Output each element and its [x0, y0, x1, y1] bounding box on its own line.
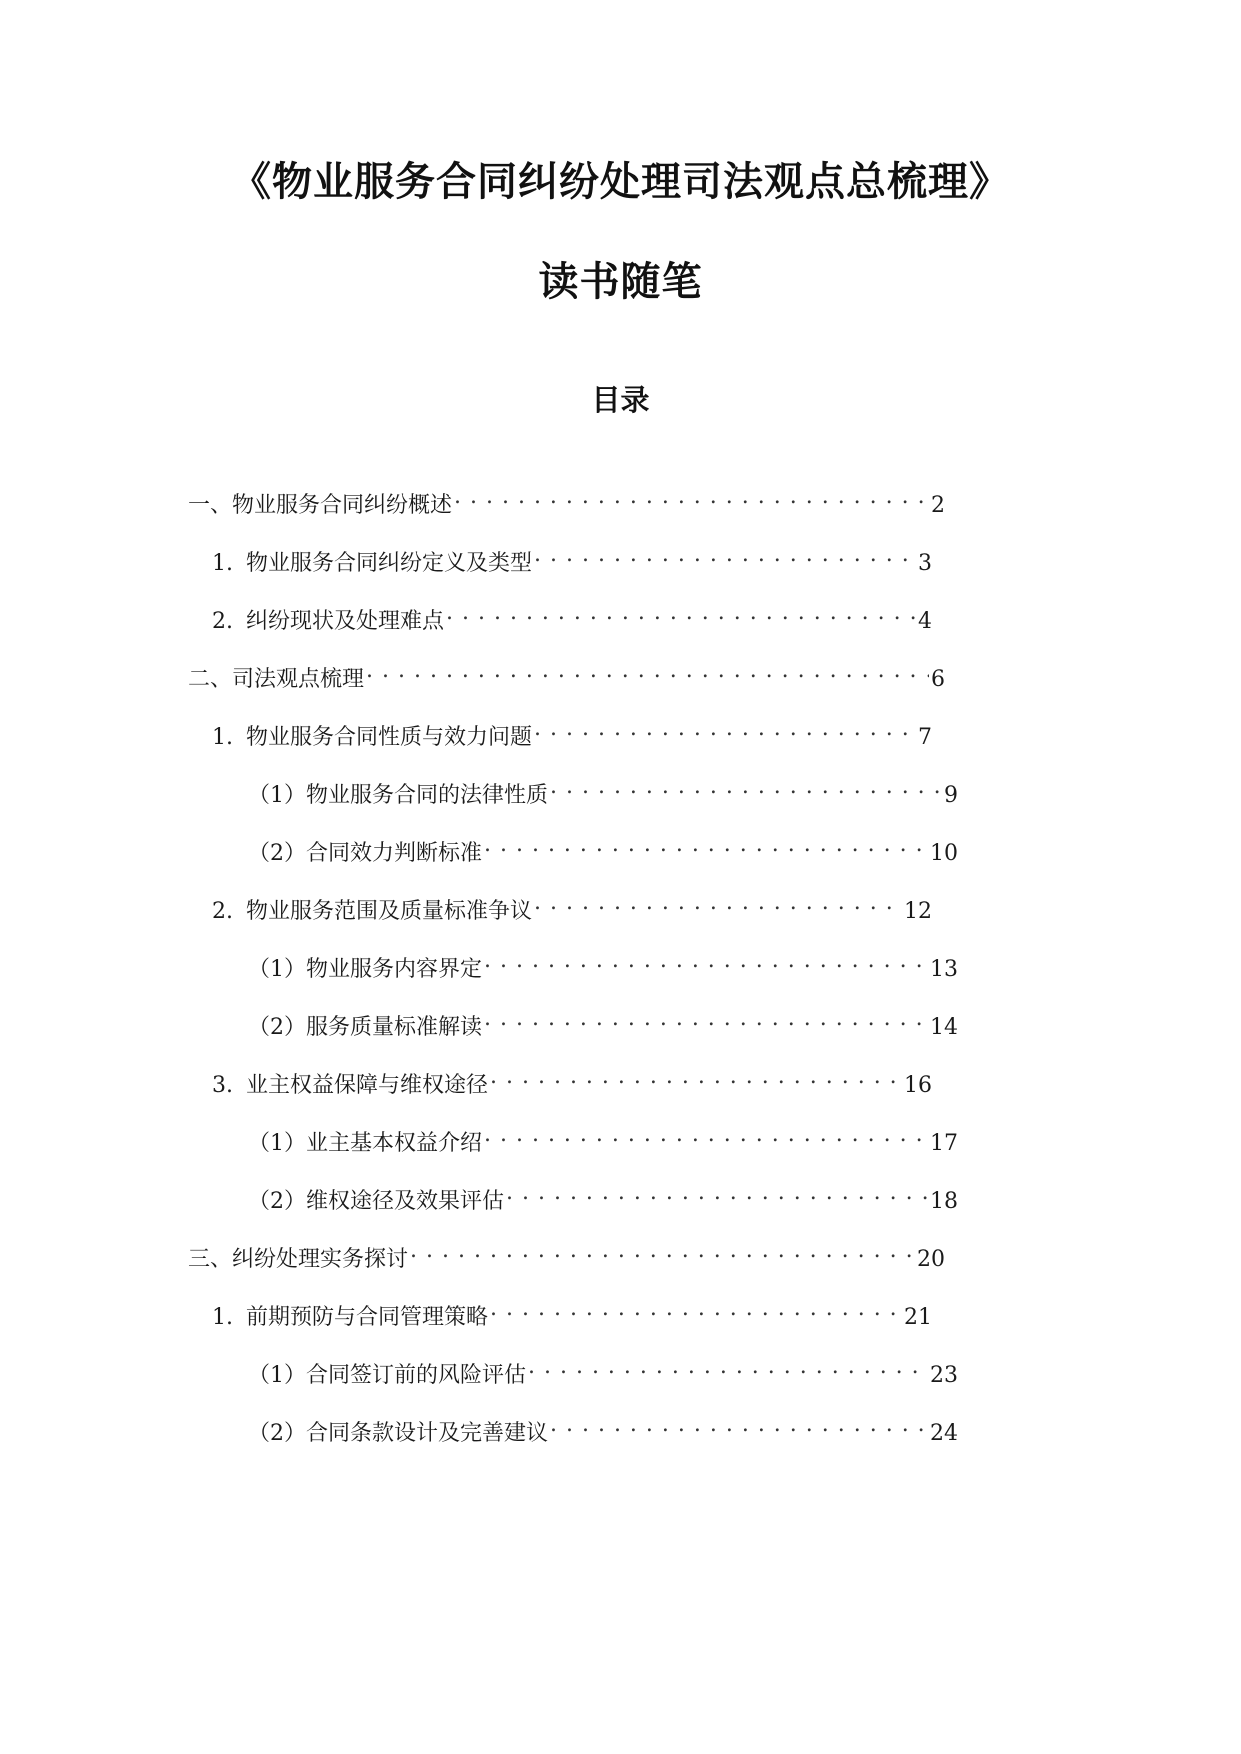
toc-dot-leader [534, 540, 916, 570]
toc-entry-page-number: 9 [944, 783, 958, 808]
toc-entry[interactable] [248, 772, 958, 811]
toc-entry[interactable] [248, 830, 958, 869]
toc-entry-page-number: 17 [930, 1131, 958, 1156]
toc-entry-number: 2. [212, 899, 233, 924]
toc-entry-number: 1. [212, 725, 233, 750]
toc-dot-leader [484, 830, 928, 860]
toc-dot-leader [490, 1062, 902, 1092]
toc-entry[interactable] [248, 946, 958, 985]
toc-heading: 目录 [591, 383, 650, 417]
toc-entry[interactable] [188, 1236, 945, 1275]
toc-dot-leader [506, 1178, 928, 1208]
toc-entry[interactable] [212, 598, 932, 637]
toc-entry-page-number: 12 [904, 899, 932, 924]
toc-entry-text: 前期预防与合同管理策略 [246, 1305, 489, 1330]
toc-entry[interactable] [248, 1120, 958, 1159]
toc-entry-text: 业主权益保障与维权途径 [246, 1073, 489, 1098]
toc-entry-page-number: 7 [918, 725, 932, 750]
toc-entry-page-number: 10 [930, 841, 958, 866]
toc-entry-page-number: 24 [930, 1421, 958, 1446]
toc-entry-text: （1）业主基本权益介绍 [248, 1131, 482, 1156]
toc-dot-leader [484, 946, 928, 976]
toc-entry-text: 纠纷现状及处理难点 [246, 609, 445, 634]
toc-entry-page-number: 14 [930, 1015, 958, 1040]
toc-entry-text: 三、纠纷处理实务探讨 [188, 1247, 409, 1272]
toc-entry[interactable] [188, 482, 945, 521]
toc-entry-page-number: 23 [930, 1363, 958, 1388]
toc-entry-number: 2. [212, 609, 233, 634]
toc-dot-leader [366, 656, 929, 686]
toc-entry-text: 物业服务范围及质量标准争议 [246, 899, 533, 924]
toc-entry[interactable] [248, 1004, 958, 1043]
toc-dot-leader [410, 1236, 915, 1266]
toc-entry-page-number: 18 [930, 1189, 958, 1214]
toc-dot-leader [484, 1004, 928, 1034]
toc-entry-text: 一、物业服务合同纠纷概述 [188, 493, 453, 518]
toc-entry-text: （2）合同条款设计及完善建议 [248, 1421, 548, 1446]
toc-entry-text: （1）合同签订前的风险评估 [248, 1363, 526, 1388]
toc-entry-text: 物业服务合同性质与效力问题 [246, 725, 533, 750]
toc-dot-leader [484, 1120, 928, 1150]
toc-entry-page-number: 3 [918, 551, 932, 576]
toc-entry-text: 物业服务合同纠纷定义及类型 [246, 551, 533, 576]
toc-entry[interactable] [248, 1410, 958, 1449]
toc-entry-number: 1. [212, 1305, 233, 1330]
toc-dot-leader [490, 1294, 902, 1324]
toc-dot-leader [454, 482, 929, 512]
toc-entry-page-number: 6 [931, 667, 945, 692]
toc-dot-leader [446, 598, 916, 628]
toc-entry-text: （1）物业服务内容界定 [248, 957, 482, 982]
document-title-line2: 读书随笔 [538, 258, 703, 305]
toc-entry-page-number: 2 [931, 493, 945, 518]
toc-dot-leader [534, 714, 916, 744]
toc-entry-page-number: 16 [904, 1073, 932, 1098]
toc-entry[interactable] [212, 1294, 932, 1333]
toc-entry[interactable] [188, 656, 945, 695]
toc-entry-number: 3. [212, 1073, 233, 1098]
toc-dot-leader [534, 888, 902, 918]
toc-entry[interactable] [212, 888, 932, 927]
toc-entry[interactable] [212, 714, 932, 753]
toc-entry-number: 1. [212, 551, 233, 576]
toc-entry-page-number: 20 [917, 1247, 945, 1272]
toc-entry-page-number: 13 [930, 957, 958, 982]
toc-dot-leader [528, 1352, 928, 1382]
toc-entry-text: （2）维权途径及效果评估 [248, 1189, 504, 1214]
toc-entry-text: （2）服务质量标准解读 [248, 1015, 482, 1040]
toc-dot-leader [550, 1410, 928, 1440]
document-title-line1: 《物业服务合同纠纷处理司法观点总梳理》 [231, 158, 1010, 205]
toc-entry-page-number: 21 [904, 1305, 932, 1330]
toc-entry-page-number: 4 [918, 609, 932, 634]
toc-dot-leader [550, 772, 942, 802]
toc-entry[interactable] [212, 1062, 932, 1101]
toc-entry-text: （2）合同效力判断标准 [248, 841, 482, 866]
toc-entry[interactable] [212, 540, 932, 579]
toc-entry-text: 二、司法观点梳理 [188, 667, 365, 692]
toc-entry-text: （1）物业服务合同的法律性质 [248, 783, 548, 808]
toc-entry[interactable] [248, 1178, 958, 1217]
toc-entry[interactable] [248, 1352, 958, 1391]
